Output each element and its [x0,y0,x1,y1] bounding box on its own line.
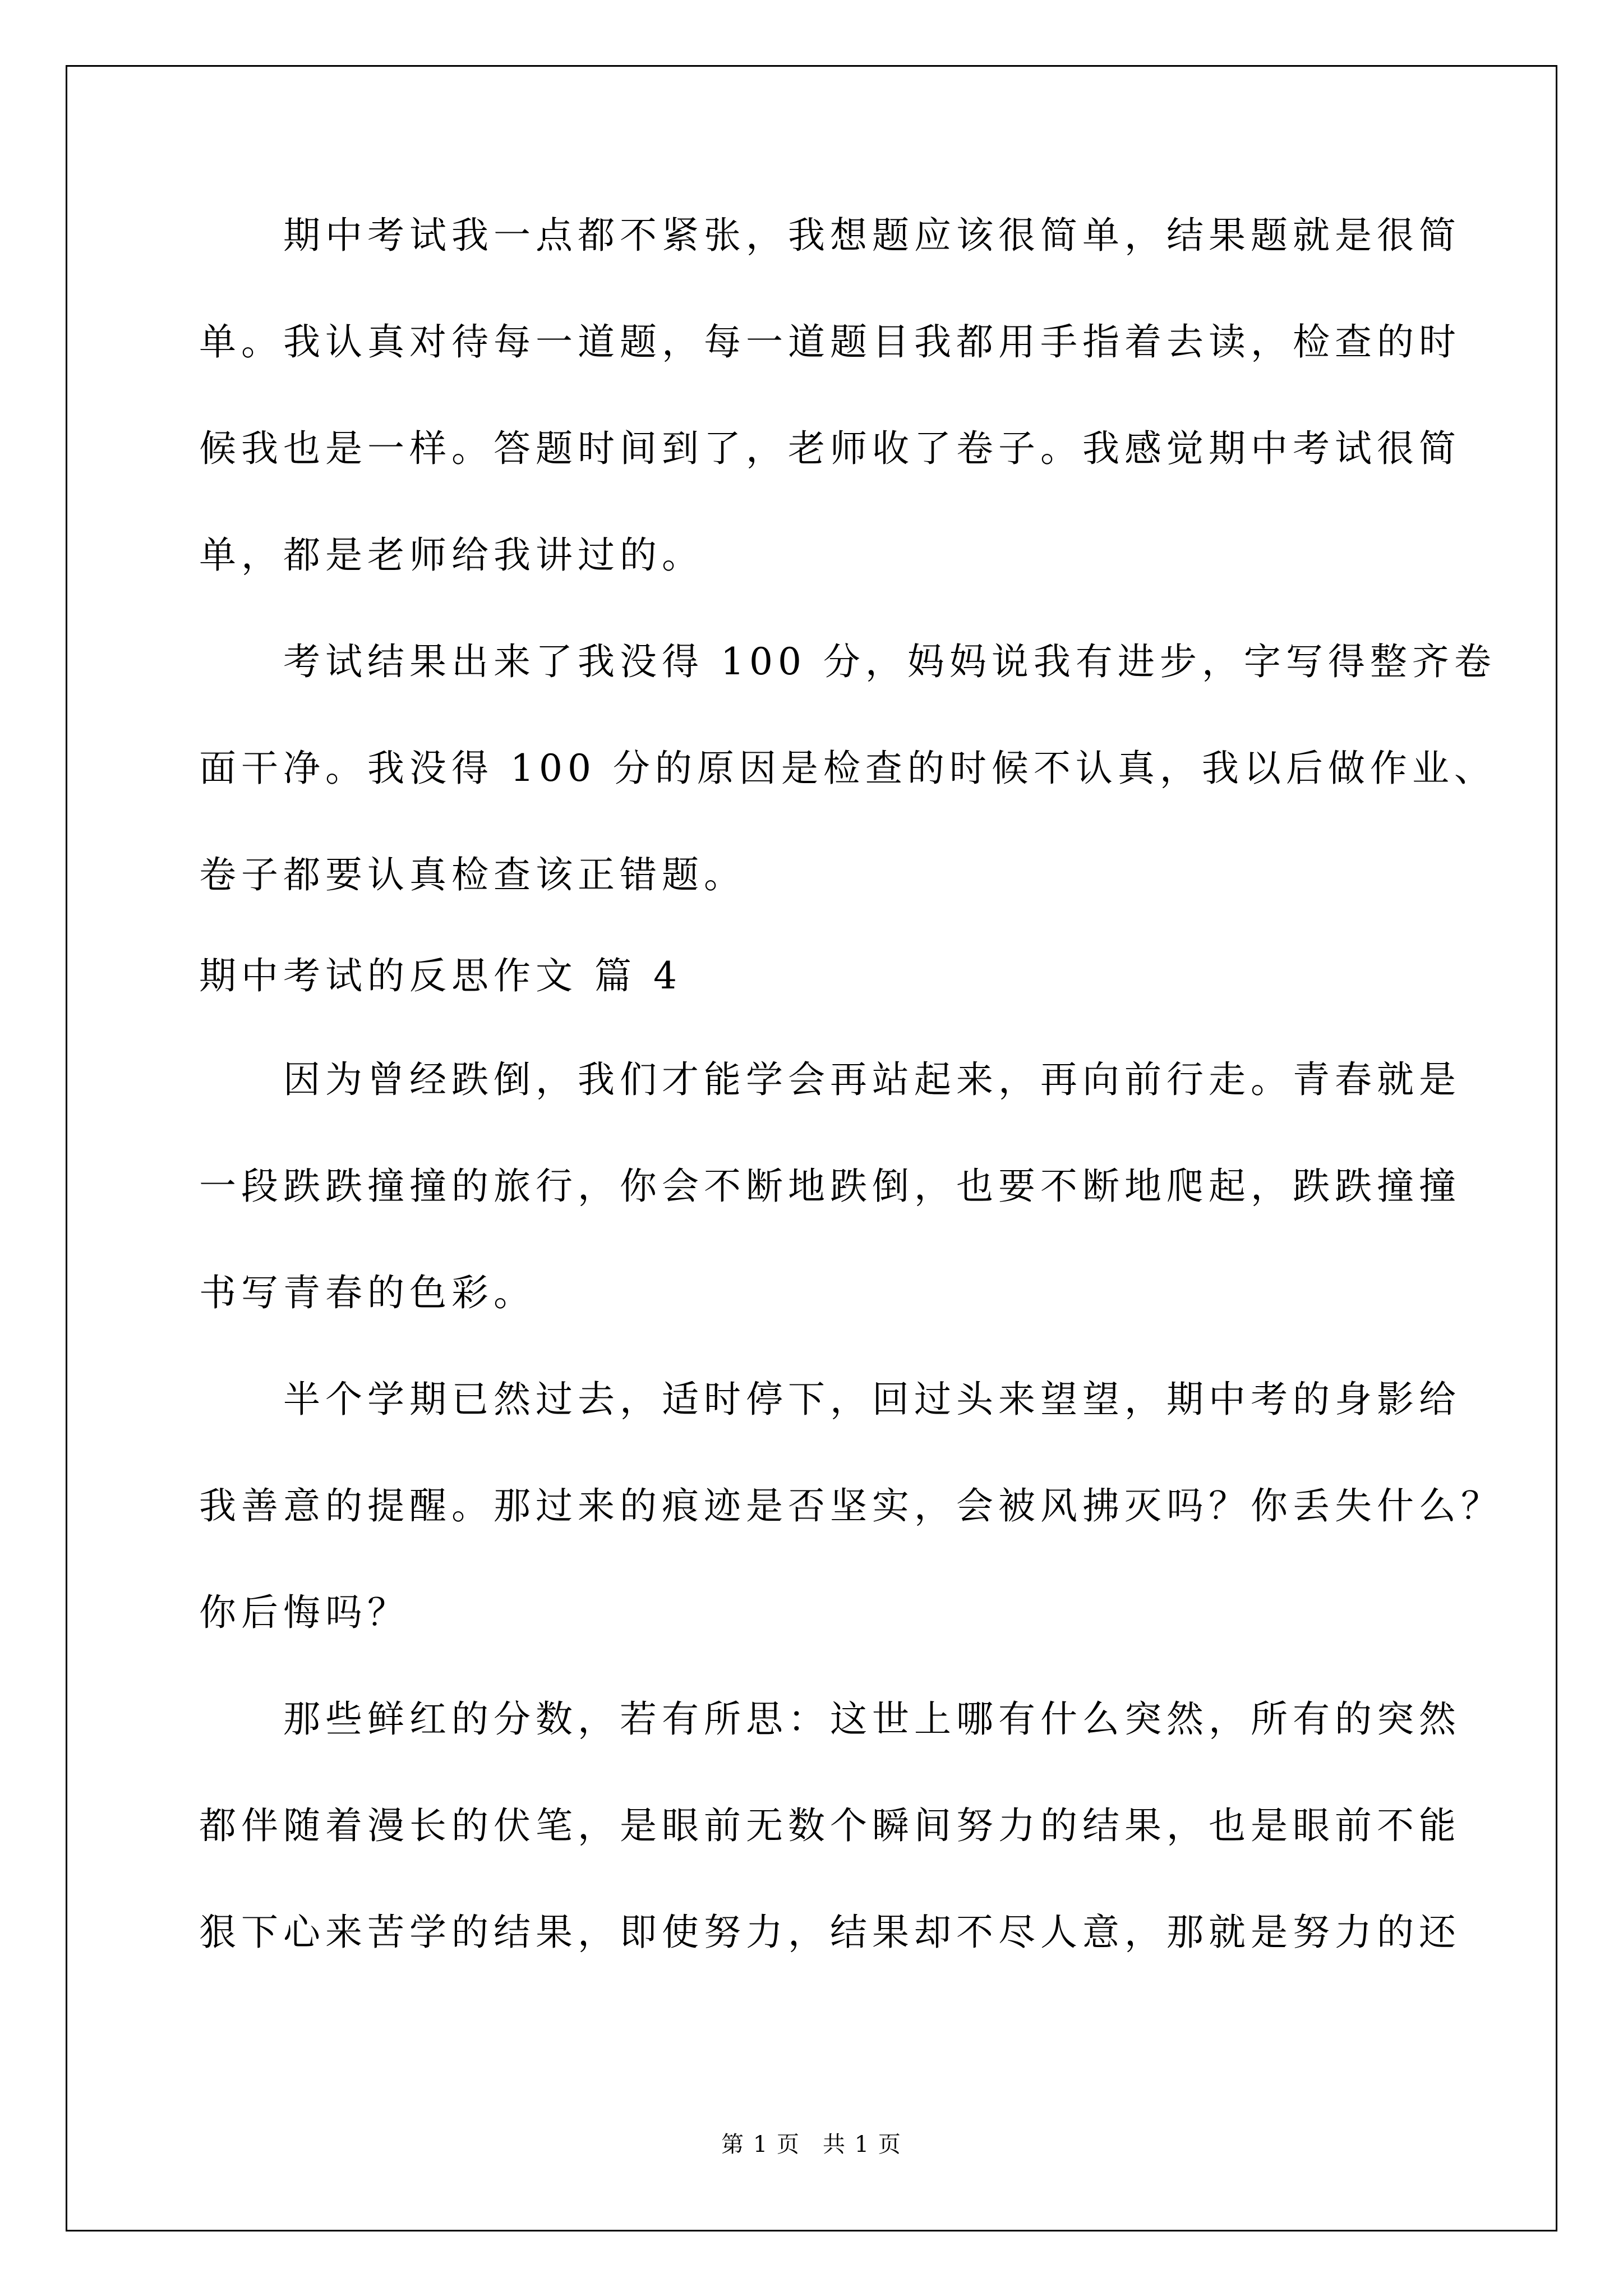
section-heading: 期中考试的反思作文 篇 4 [199,954,682,997]
page-footer [0,2128,1623,2161]
paragraph-line: 我善意的提醒。那过来的痕迹是否坚实，会被风拂灭吗？你丢失什么？ [199,1484,1503,1527]
paragraph-line: 单，都是老师给我讲过的。 [199,533,704,577]
paragraph-line: 单。我认真对待每一道题，每一道题目我都用手指着去读，检查的时 [199,320,1461,364]
paragraph-line: 期中考试我一点都不紧张，我想题应该很简单，结果题就是很简 [283,214,1461,257]
paragraph-line: 你后悔吗？ [199,1591,409,1634]
paragraph-line: 那些鲜红的分数，若有所思：这世上哪有什么突然，所有的突然 [283,1697,1461,1741]
paragraph-line: 候我也是一样。答题时间到了，老师收了卷子。我感觉期中考试很简 [199,427,1461,470]
paragraph-line: 一段跌跌撞撞的旅行，你会不断地跌倒，也要不断地爬起，跌跌撞撞 [199,1165,1461,1208]
paragraph-line: 因为曾经跌倒，我们才能学会再站起来，再向前行走。青春就是 [283,1058,1461,1101]
page-total: 共 1 页 [823,2132,902,2157]
paragraph-line: 面干净。我没得 100 分的原因是检查的时候不认真，我以后做作业、 [199,747,1496,790]
page-number: 第 1 页 [721,2132,800,2157]
paragraph-line: 狠下心来苦学的结果，即使努力，结果却不尽人意，那就是努力的还 [199,1911,1461,1954]
paragraph-line: 考试结果出来了我没得 100 分，妈妈说我有进步，字写得整齐卷 [283,640,1496,683]
paragraph-line: 半个学期已然过去，适时停下，回过头来望望，期中考的身影给 [283,1378,1461,1421]
paragraph-line: 书写青春的色彩。 [199,1271,536,1314]
paragraph-line: 都伴随着漫长的伏笔，是眼前无数个瞬间努力的结果，也是眼前不能 [199,1804,1461,1847]
paragraph-line: 卷子都要认真检查该正错题。 [199,853,746,896]
